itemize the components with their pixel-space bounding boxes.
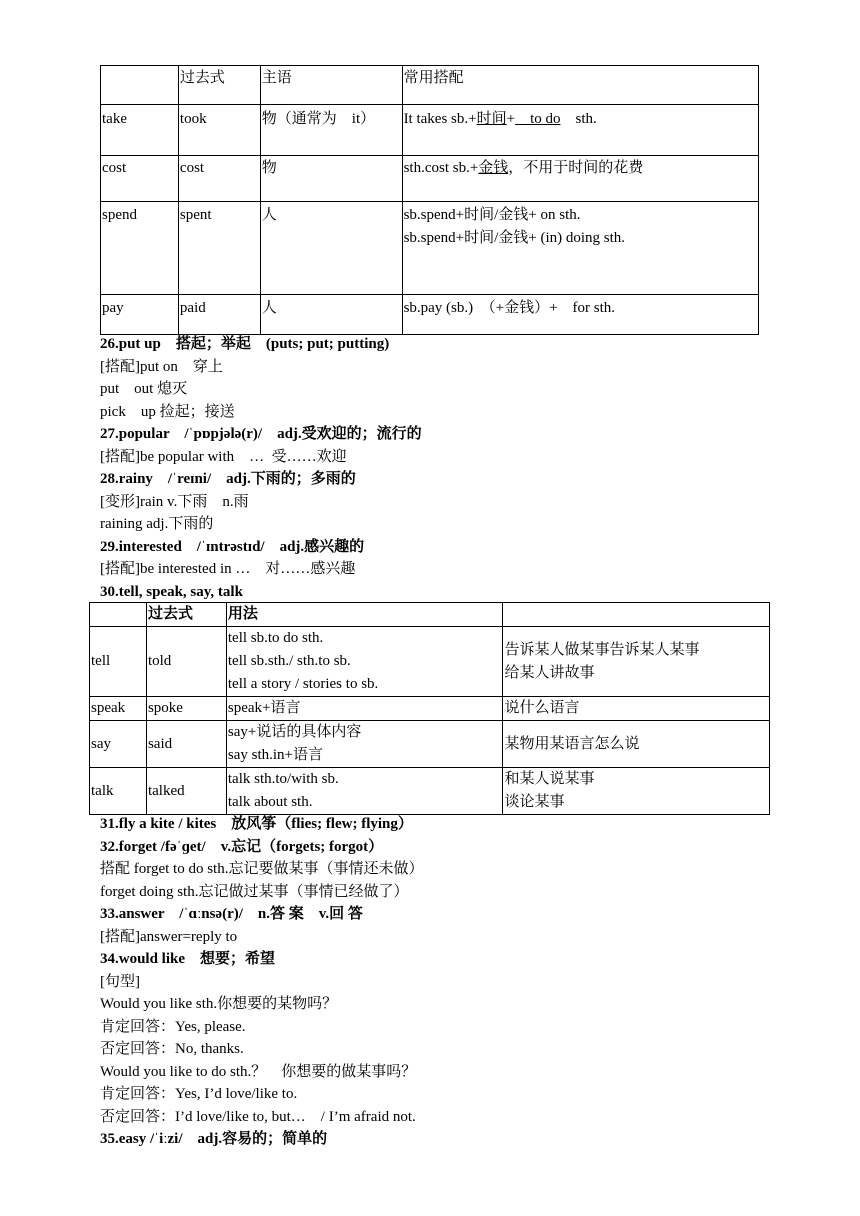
table-cell: 物（通常为 it）	[260, 105, 402, 156]
entry-heading: 26.put up 搭起；举起 (puts; put; putting)	[100, 336, 390, 352]
table-cell: spend	[101, 202, 179, 295]
table-cell: spent	[178, 202, 260, 295]
entry-heading: 35.easy /ˈiːzi/ adj.容易的；简单的	[100, 1131, 328, 1147]
table-cell: 人	[260, 295, 402, 335]
entry-line: 否定回答：I’d love/like to, but… / I’m afraid not.	[100, 1108, 416, 1125]
notes-section-31-35	[100, 813, 800, 1151]
table-cell	[226, 768, 503, 815]
usage-line: tell a story / stories to sb.	[227, 676, 379, 692]
entry-line: [搭配]put on 穿上	[100, 358, 223, 375]
table-cell: say	[90, 721, 147, 768]
table-cell	[90, 603, 147, 627]
meaning-line: 和某人说某事	[504, 771, 595, 787]
underlined-text: 时间	[476, 111, 507, 127]
usage-text: sth.cost sb.+	[403, 160, 479, 176]
entry-line: 肯定回答：Yes, I’d love/like to.	[100, 1086, 298, 1102]
table-cell	[101, 66, 179, 105]
table-cell	[503, 768, 770, 815]
notes-section-26-29	[100, 333, 800, 603]
table-cell: paid	[178, 295, 260, 335]
table-row	[101, 105, 759, 156]
usage-text: ，不用于时间的花费	[508, 160, 644, 176]
meaning-line: 给某人讲故事	[504, 664, 595, 681]
table-row	[101, 156, 759, 202]
usage-line: sb.spend+时间/金钱+ on sth.	[403, 207, 581, 223]
table-cell: tell	[90, 627, 147, 697]
table-cell	[402, 105, 758, 156]
table-cell: talk	[90, 768, 147, 815]
entry-line: [搭配]answer=reply to	[100, 928, 238, 945]
usage-line: say+说话的具体内容	[227, 724, 362, 740]
table-cell	[226, 627, 503, 697]
underlined-text: to do	[515, 111, 561, 127]
entry-line: Would you like to do sth.？ 你想要的做某事吗？	[100, 1063, 417, 1080]
table-cell: 物	[260, 156, 402, 202]
entry-line: [变形]rain v.下雨 n.雨	[100, 493, 249, 510]
entry-line: raining adj.下雨的	[100, 516, 214, 532]
table-cell: took	[178, 105, 260, 156]
table-cell	[402, 202, 758, 295]
entry-line: [搭配]be interested in … 对……感兴趣	[100, 561, 356, 577]
table-cell: 说什么语言	[503, 697, 770, 721]
table-cell	[503, 603, 770, 627]
entry-line: 肯定回答：Yes, please.	[100, 1018, 246, 1035]
usage-line: talk sth.to/with sb.	[227, 771, 339, 787]
usage-line: sb.spend+时间/金钱+ (in) doing sth.	[403, 230, 626, 246]
underlined-text: 金钱	[478, 160, 509, 176]
table-row	[90, 697, 770, 721]
table-cell	[402, 156, 758, 202]
verb-usage-table	[100, 65, 759, 335]
table-cell: speak+语言	[226, 697, 503, 721]
usage-line: talk about sth.	[227, 794, 313, 810]
speech-verb-table	[89, 602, 770, 815]
table-cell: told	[146, 627, 226, 697]
table-header-row	[90, 603, 770, 627]
table-cell: said	[146, 721, 226, 768]
table-cell	[503, 627, 770, 697]
table-cell: 主语	[260, 66, 402, 105]
entry-heading: 28.rainy /ˈreɪni/ adj.下雨的；多雨的	[100, 471, 356, 487]
usage-line: tell sb.to do sth.	[227, 630, 324, 646]
meaning-line: 告诉某人做某事告诉某人某事	[504, 641, 700, 658]
entry-heading: 32.forget /fəˈɡet/ v.忘记（forgets; forgot）	[100, 838, 384, 855]
table-cell: 人	[260, 202, 402, 295]
table-cell: 用法	[226, 603, 503, 627]
entry-line: 搭配 forget to do sth.忘记要做某事（事情还未做）	[100, 861, 424, 877]
table-cell: take	[101, 105, 179, 156]
entry-line: forget doing sth.忘记做过某事（事情已经做了）	[100, 883, 409, 900]
table-cell: sb.pay (sb.) （+金钱）+ for sth.	[402, 295, 758, 335]
table-row	[90, 721, 770, 768]
table-row	[101, 202, 759, 295]
table-header-row	[101, 66, 759, 105]
usage-line: tell sb.sth./ sth.to sb.	[227, 653, 351, 669]
usage-text: +	[506, 111, 516, 127]
entry-heading: 34.would like 想要；希望	[100, 951, 276, 967]
table-cell: cost	[178, 156, 260, 202]
usage-line: say sth.in+语言	[227, 747, 324, 763]
entry-heading: 30.tell, speak, say, talk	[100, 583, 243, 600]
entry-heading: 31.fly a kite / kites 放风筝（flies; flew; flying）	[100, 816, 413, 832]
table-cell: 某物用某语言怎么说	[503, 721, 770, 768]
entry-heading: 29.interested /ˈɪntrəstɪd/ adj.感兴趣的	[100, 538, 365, 555]
entry-heading: 33.answer /ˈɑːnsə(r)/ n.答 案 v.回 答	[100, 906, 363, 922]
entry-line: put out 熄灭	[100, 381, 188, 397]
entry-line: [搭配]be popular with … 受……欢迎	[100, 448, 347, 465]
entry-line: Would you like sth.你想要的某物吗？	[100, 996, 338, 1012]
table-row	[90, 627, 770, 697]
table-cell: cost	[101, 156, 179, 202]
table-row	[101, 295, 759, 335]
table-cell: spoke	[146, 697, 226, 721]
table-row	[90, 768, 770, 815]
entry-line: 否定回答：No, thanks.	[100, 1041, 244, 1057]
meaning-line: 谈论某事	[504, 794, 565, 810]
table-cell: talked	[146, 768, 226, 815]
table-cell: speak	[90, 697, 147, 721]
table-cell: 常用搭配	[402, 66, 758, 105]
usage-text: sth.	[560, 111, 597, 127]
table-cell: 过去式	[178, 66, 260, 105]
table-cell: 过去式	[146, 603, 226, 627]
entry-heading: 27.popular /ˈpɒpjələ(r)/ adj.受欢迎的；流行的	[100, 426, 422, 442]
table-cell: pay	[101, 295, 179, 335]
entry-line: [句型]	[100, 973, 140, 990]
usage-text: It takes sb.+	[403, 111, 477, 127]
table-cell	[226, 721, 503, 768]
entry-line: pick up 捡起；接送	[100, 403, 235, 420]
